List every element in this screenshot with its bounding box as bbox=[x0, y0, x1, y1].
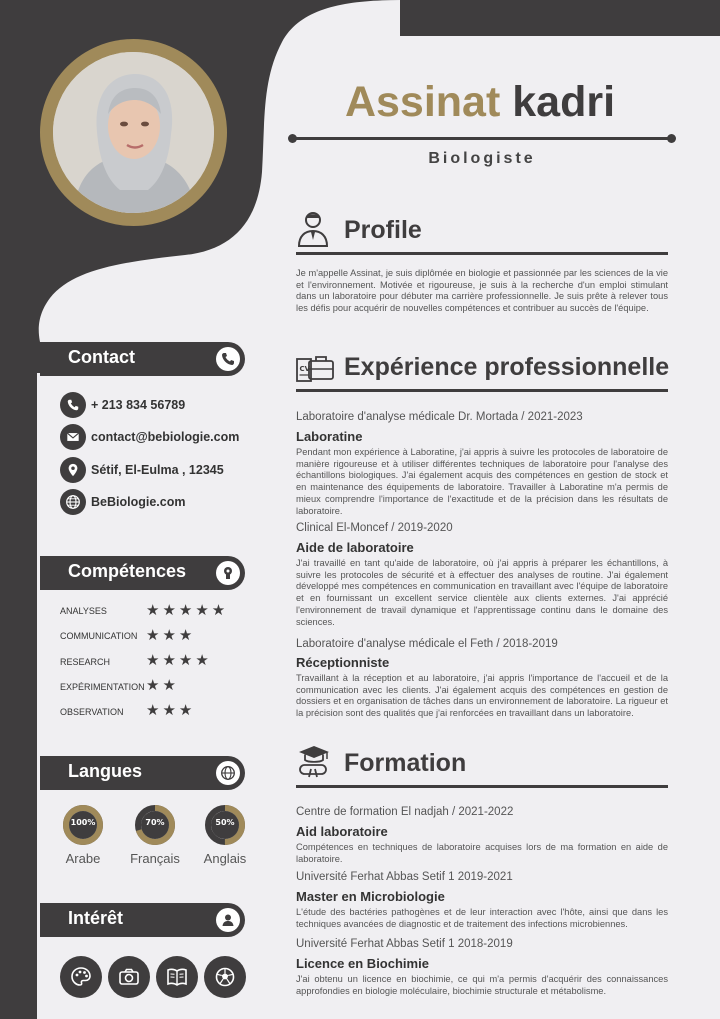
svg-text:CV: CV bbox=[299, 365, 311, 373]
education-text: J'ai obtenu un licence en biochimie, ce qui m'a permis d'acquérir des connaissances approfondies en biologie moléculaire, biochimie structurale et métabolisme. bbox=[296, 974, 668, 996]
skill-rating: ★★★★ bbox=[146, 651, 212, 669]
briefcase-cv-icon bbox=[296, 351, 334, 383]
skills-title: Compétences bbox=[68, 561, 187, 581]
graduation-cap-icon bbox=[296, 743, 332, 779]
language-percent: 70% bbox=[145, 818, 165, 827]
language-name: Français bbox=[130, 851, 180, 866]
interests-header bbox=[40, 903, 245, 937]
person-icon bbox=[296, 210, 330, 248]
language-level-ring bbox=[134, 804, 176, 846]
skill-rating: ★★★★★ bbox=[146, 601, 229, 619]
language-name: Anglais bbox=[203, 851, 247, 866]
portrait-illustration bbox=[53, 52, 214, 213]
profile-photo-frame bbox=[40, 39, 227, 226]
experience-divider bbox=[296, 389, 668, 392]
palette-icon bbox=[60, 956, 102, 998]
language-level-ring bbox=[204, 804, 246, 846]
contact-title: Contact bbox=[68, 347, 135, 367]
language-percent: 100% bbox=[70, 818, 96, 827]
skill-name: ANALYSES bbox=[60, 606, 107, 616]
language-anglais bbox=[190, 804, 260, 866]
contact-email-row[interactable] bbox=[60, 424, 239, 450]
education-text: L'étude des bactéries pathogènes et de leur interaction avec l'hôte, ainsi que dans les techniques avancées de diagnostic et de traitement des infections microbiennes. bbox=[296, 907, 668, 929]
book-icon bbox=[156, 956, 198, 998]
football-icon bbox=[204, 956, 246, 998]
languages-title: Langues bbox=[68, 761, 143, 781]
globe-icon bbox=[60, 489, 86, 515]
skills-header bbox=[40, 556, 245, 590]
experience-title: Expérience professionnelle bbox=[344, 353, 670, 381]
profile-title: Profile bbox=[344, 216, 422, 244]
contact-website-row[interactable] bbox=[60, 489, 185, 515]
education-org: Université Ferhat Abbas Setif 1 2018-2019 bbox=[296, 938, 513, 950]
skill-rating: ★★★ bbox=[146, 701, 196, 719]
language-francais bbox=[120, 804, 190, 866]
contact-email: contact@bebiologie.com bbox=[91, 430, 240, 444]
phone-icon bbox=[60, 392, 86, 418]
contact-website: BeBiologie.com bbox=[91, 495, 186, 509]
contact-address: Sétif, El-Eulma , 12345 bbox=[91, 463, 224, 477]
experience-job: Réceptionniste bbox=[296, 655, 390, 670]
skill-name: OBSERVATION bbox=[60, 707, 124, 717]
skill-name: RESEARCH bbox=[60, 657, 111, 667]
email-icon bbox=[60, 424, 86, 450]
camera-icon bbox=[108, 956, 150, 998]
education-title: Formation bbox=[344, 749, 467, 777]
education-degree: Aid laboratoire bbox=[296, 824, 388, 839]
education-divider bbox=[296, 785, 668, 788]
skill-rating: ★★ bbox=[146, 676, 179, 694]
experience-text: J'ai travaillé en tant qu'aide de laboratoire, où j'ai appris à préparer les échantillons, à suivre les protocoles de sécurité et à effectuer des analyses de routine. J'ai également développé mes compétences en communication en travaillant avec l'équipe de laboratoire et en fournissant un excellent service clientèle aux clients externes. J'ai apprécié l'environnement de travail dynamique et l'apprentissage continu dans le domaine des sciences. bbox=[296, 558, 668, 627]
contact-header bbox=[40, 342, 245, 376]
experience-org: Laboratoire d'analyse médicale Dr. Mortada / 2021-2023 bbox=[296, 411, 583, 423]
education-org: Centre de formation El nadjah / 2021-2022 bbox=[296, 806, 514, 818]
language-percent: 50% bbox=[215, 818, 235, 827]
last-name: kadri bbox=[512, 78, 616, 126]
languages-header bbox=[40, 756, 245, 790]
user-icon bbox=[216, 908, 240, 932]
brain-gear-icon bbox=[216, 561, 240, 585]
education-degree: Licence en Biochimie bbox=[296, 956, 429, 971]
contact-phone: + 213 834 56789 bbox=[91, 398, 186, 412]
language-name: Arabe bbox=[65, 851, 101, 866]
education-org: Université Ferhat Abbas Setif 1 2019-2021 bbox=[296, 871, 513, 883]
experience-text: Travaillant à la réception et au laboratoire, j'ai appris l'importance de l'accueil et de la communication avec les clients. J'ai également acquis des compétences en gestion de dossiers et en organisation de tâches dans un environnement de laboratoire. La rigueur et la précision sont des qualités que j'ai renforcées en travaillant dans un laboratoire. bbox=[296, 673, 668, 719]
globe-icon bbox=[216, 761, 240, 785]
job-title: Biologiste bbox=[428, 150, 536, 167]
name-divider bbox=[292, 137, 672, 140]
language-level-ring bbox=[62, 804, 104, 846]
phone-icon bbox=[216, 347, 240, 371]
contact-phone-row[interactable] bbox=[60, 392, 185, 418]
experience-job: Aide de laboratoire bbox=[296, 540, 414, 555]
education-degree: Master en Microbiologie bbox=[296, 889, 445, 904]
full-name bbox=[280, 78, 680, 127]
location-icon bbox=[60, 457, 86, 483]
interests-title: Intérêt bbox=[68, 908, 124, 928]
profile-divider bbox=[296, 252, 668, 255]
contact-location-row bbox=[60, 457, 224, 483]
skill-name: EXPÉRIMENTATION bbox=[60, 682, 145, 692]
first-name: Assinat bbox=[344, 78, 501, 126]
skill-name: COMMUNICATION bbox=[60, 631, 138, 641]
experience-text: Pendant mon expérience à Laboratine, j'ai appris à suivre les protocoles de laboratoire de manière rigoureuse et à utiliser différentes techniques de laboratoire pour l'analyse des échantillons biologiques. J'ai également acquis des compétences en gestion de stock et en maintenance des équipements de laboratoire. Travailler à Laboratine m'a permis de mieux comprendre l'importance de l'exactitude et de la précision dans les résultats de laboratoire. bbox=[296, 447, 668, 516]
experience-org: Laboratoire d'analyse médicale el Feth / 2018-2019 bbox=[296, 638, 558, 650]
experience-org: Clinical El-Moncef / 2019-2020 bbox=[296, 522, 453, 534]
education-text: Compétences en techniques de laboratoire acquises lors de ma formation en aide de laboratoire. bbox=[296, 842, 668, 864]
language-arabe bbox=[48, 804, 118, 866]
experience-job: Laboratine bbox=[296, 429, 363, 444]
profile-text: Je m'appelle Assinat, je suis diplômée en biologie et passionnée par les sciences de la vie et l'environnement. Motivée et rigoureuse, je suis à la recherche d'un emploi stimulant dans un laboratoire pour débuter ma carrière professionnelle. Je suis prête à relever tous les défis pour acquérir de nouvelles compétences et contribuer au succès de l'équipe. bbox=[296, 268, 668, 314]
skill-rating: ★★★ bbox=[146, 626, 196, 644]
profile-photo bbox=[53, 52, 214, 213]
